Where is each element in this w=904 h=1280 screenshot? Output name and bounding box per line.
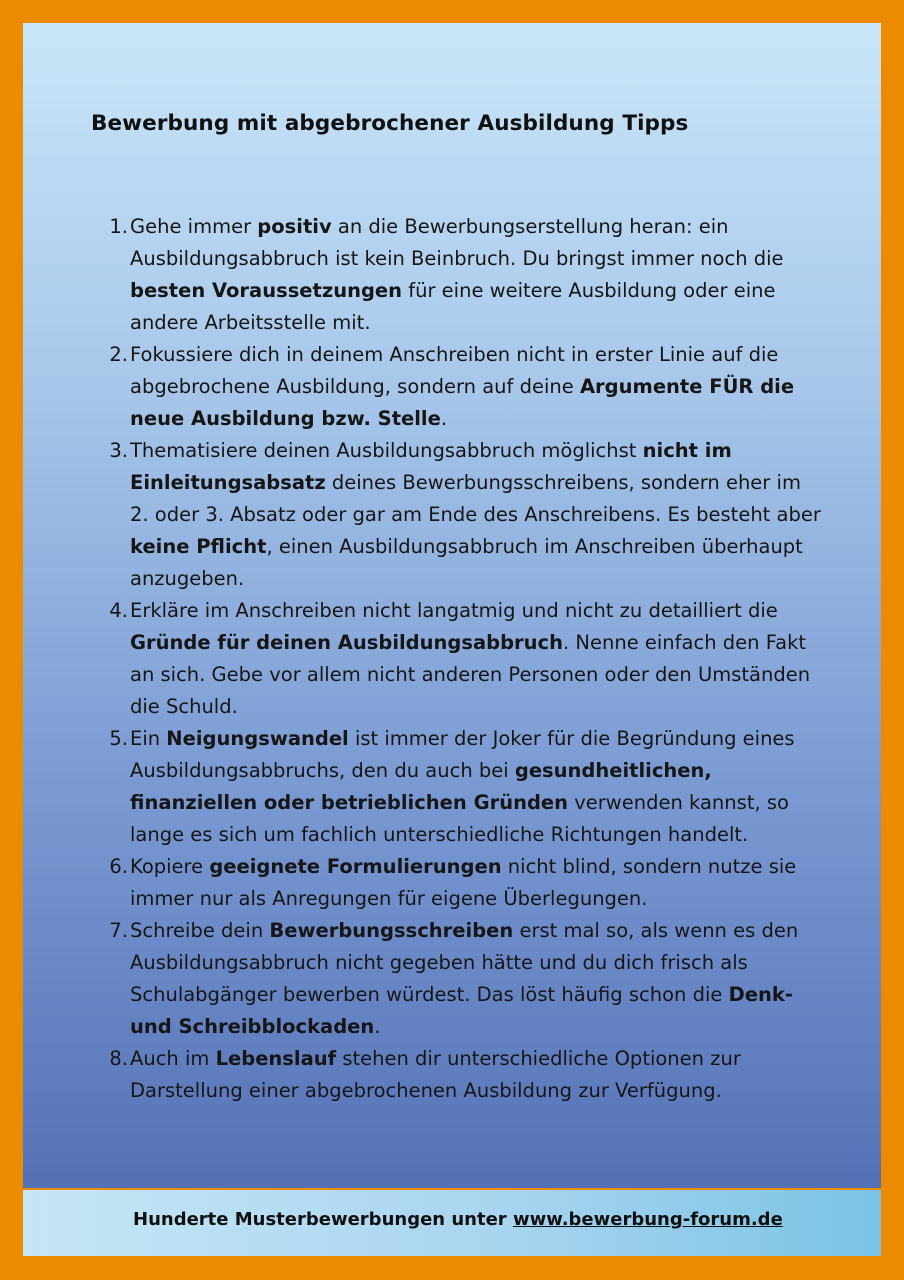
tip-text [130, 1047, 741, 1102]
tip-text-segment: . [440, 407, 448, 430]
tip-item [104, 723, 824, 851]
tip-number: 4. [109, 599, 128, 622]
tip-text-segment: Auch im [130, 1047, 216, 1070]
tip-number: 6. [109, 855, 128, 878]
tip-text-segment: verwenden kannst, so lange es sich um fachlich unterschiedliche Richtungen handelt. [130, 791, 789, 846]
tip-item [104, 851, 824, 915]
tip-highlight: Denk- und Schreibblockaden [130, 983, 793, 1038]
tip-text [130, 727, 795, 846]
tip-text [130, 919, 798, 1038]
tip-text-segment: Thematisiere deinen Ausbildungsabbruch möglichst [130, 439, 643, 462]
tip-text-segment: Erkläre im Anschreiben nicht langatmig und nicht zu detailliert die [130, 599, 778, 622]
tip-number: 3. [109, 439, 128, 462]
tip-highlight: nicht im Einleitungsabsatz [130, 439, 732, 494]
tip-highlight: Bewerbungsschreiben [269, 919, 514, 942]
tip-number: 5. [109, 727, 128, 750]
tip-text-segment: ist immer der Joker für die Begründung eines Ausbildungsabbruchs, den du auch bei [130, 727, 795, 782]
tip-highlight: Gründe für deinen Ausbildungsabbruch [130, 631, 563, 654]
tip-text [130, 215, 784, 334]
tip-text-segment: stehen dir unterschiedliche Optionen zur Darstellung einer abgebrochenen Ausbildung zur Verfügung. [130, 1047, 741, 1102]
page-title: Bewerbung mit abgebrochener Ausbildung Tipps [91, 111, 689, 136]
website-link[interactable]: www.bewerbung-forum.de [512, 1209, 783, 1230]
tip-highlight: keine Pflicht [130, 535, 267, 558]
tip-text-segment: Kopiere [130, 855, 210, 878]
tip-item [104, 435, 824, 595]
tip-text [130, 343, 794, 430]
tip-number: 1. [109, 215, 128, 238]
tip-highlight: geeignete Formulierungen [209, 855, 502, 878]
tip-item [104, 915, 824, 1043]
tip-highlight: Neigungswandel [166, 727, 349, 750]
tip-text-segment: für eine weitere Ausbildung oder eine andere Arbeitsstelle mit. [130, 279, 776, 334]
tips-list [104, 211, 824, 1107]
tip-item [104, 1043, 824, 1107]
tip-highlight: Lebenslauf [215, 1047, 337, 1070]
tip-highlight: positiv [257, 215, 332, 238]
tip-number: 7. [109, 919, 128, 942]
tip-text-segment: Schreibe dein [130, 919, 270, 942]
footer-banner [23, 1190, 881, 1256]
tip-item [104, 211, 824, 339]
tip-text [130, 439, 821, 590]
tip-text-segment: erst mal so, als wenn es den Ausbildungsabbruch nicht gegeben hätte und du dich frisch als Schulabgänger bewerben würdest. Das löst häufig schon die [130, 919, 799, 1006]
tip-item [104, 339, 824, 435]
tip-text-segment: an die Bewerbungserstellung heran: ein Ausbildungsabbruch ist kein Beinbruch. Du bringst immer noch die [130, 215, 784, 270]
tip-text-segment: . Nenne einfach den Fakt an sich. Gebe vor allem nicht anderen Personen oder den Umständen die Schuld. [130, 631, 811, 718]
tip-text-segment: . [374, 1015, 381, 1038]
tip-item [104, 595, 824, 723]
tip-highlight: Argumente FÜR die neue Ausbildung bzw. Stelle [130, 375, 795, 430]
tip-number: 2. [109, 343, 128, 366]
content-panel [23, 23, 881, 1188]
tip-text [130, 599, 810, 718]
tip-text-segment: , einen Ausbildungsabbruch im Anschreiben überhaupt anzugeben. [130, 535, 803, 590]
tip-number: 8. [109, 1047, 128, 1070]
tip-text-segment: Fokussiere dich in deinem Anschreiben nicht in erster Linie auf die abgebrochene Ausbildung, sondern auf deine [130, 343, 779, 398]
tip-text-segment: Gehe immer [130, 215, 258, 238]
tip-text-segment: Ein [130, 727, 167, 750]
tip-highlight: besten Voraussetzungen [130, 279, 403, 302]
tip-highlight: gesundheitlichen, finanziellen oder betrieblichen Gründen [130, 759, 712, 814]
tip-text-segment: nicht blind, sondern nutze sie immer nur als Anregungen für eigene Überlegungen. [130, 855, 797, 910]
tip-text-segment: deines Bewerbungsschreibens, sondern eher im 2. oder 3. Absatz oder gar am Ende des Anschreibens. Es besteht aber [130, 471, 821, 526]
tip-text [130, 855, 796, 910]
footer-text [133, 1209, 783, 1230]
footer-prefix: Hunderte Musterbewerbungen unter [133, 1209, 513, 1230]
